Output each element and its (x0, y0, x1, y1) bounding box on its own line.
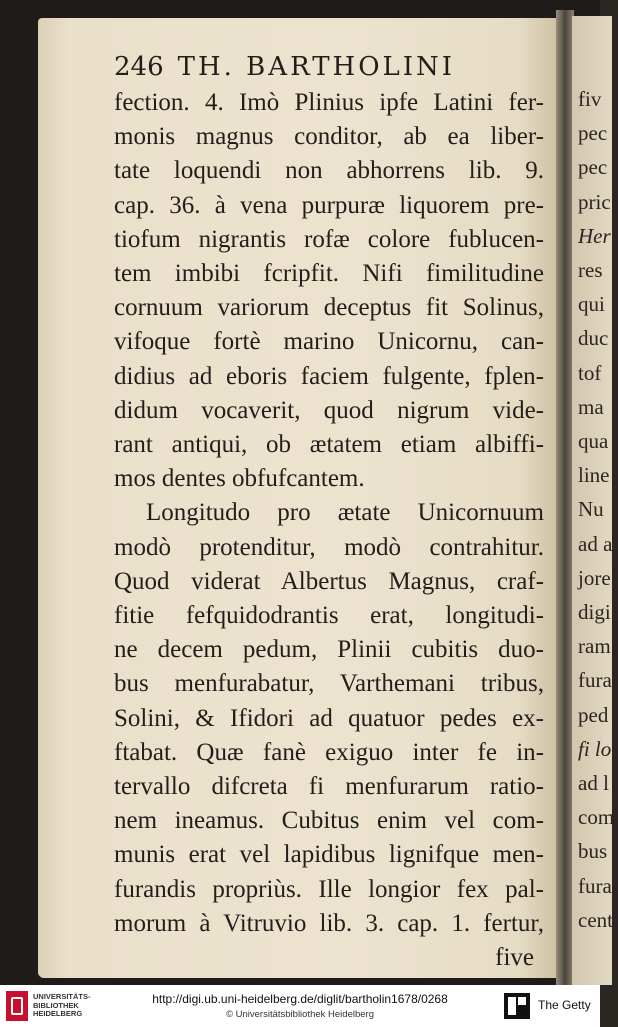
library-name-line: UNIVERSITÄTS- (33, 992, 91, 1001)
facing-fragment: fi lo (578, 736, 612, 761)
text-line: fitie fefquidodrantis erat, longitudi- (114, 602, 544, 630)
text-line: monis magnus conditor, ab ea liber- (114, 123, 544, 151)
page-text (114, 48, 544, 975)
text-line: nem ineamus. Cubitus enim vel com- (114, 807, 544, 835)
partner-name: The Getty (538, 998, 591, 1012)
page-number: 246 (114, 52, 164, 82)
text-line: tiofum nigrantis rofæ colore fublucen- (114, 225, 544, 253)
text-line: Longitudo pro ætate Unicornuum (146, 499, 544, 527)
text-line: cap. 36. à vena purpuræ liquorem pre- (114, 191, 544, 219)
text-line: ftabat. Quæ fanè exiguo inter fe in- (114, 738, 544, 766)
facing-fragment: pric (578, 189, 611, 214)
facing-fragment: pec (578, 121, 608, 146)
text-line: Quod viderat Albertus Magnus, craf- (114, 567, 544, 595)
facing-fragment: ram (578, 634, 611, 659)
text-line: didum vocaverit, quod nigrum vide- (114, 396, 544, 424)
facing-fragment: tof (578, 360, 602, 385)
text-line: Solini, & Ifidori ad quatuor pedes ex- (114, 704, 544, 732)
viewer-footer (0, 985, 600, 1027)
facing-fragment: pec (578, 155, 608, 180)
facing-fragment: qui (578, 292, 605, 317)
text-line: furandis propriùs. Ille longior fex pal- (114, 875, 544, 903)
text-line: bus menfurabatur, Varthemani tribus, (114, 670, 544, 698)
facing-fragment: cent (578, 907, 613, 932)
library-name-line: HEIDELBERG (33, 1009, 83, 1018)
facing-fragment: duc (578, 326, 609, 351)
catchword: five (495, 944, 534, 972)
facing-fragment: fiv (578, 87, 602, 111)
facing-fragment: line (578, 463, 610, 488)
facing-fragment: ad a (578, 531, 613, 556)
text-line: ne decem pedum, Plinii cubitis duo- (114, 636, 544, 664)
facing-fragment: fura (578, 668, 612, 693)
facing-page-text (578, 82, 618, 937)
running-head-title: TH. BARTHOLINI (177, 52, 456, 82)
text-line: mos dentes obfufcantem. (114, 465, 365, 493)
text-line: tervallo difcreta fi menfurarum ratio- (114, 773, 544, 801)
facing-fragment: res (578, 258, 603, 283)
facing-fragment: furai (578, 873, 618, 898)
getty-logo-icon[interactable] (504, 993, 530, 1019)
facing-fragment: Her (578, 223, 611, 248)
facing-fragment: bus (578, 839, 608, 864)
text-line: tate loquendi non abhorrens lib. 9. (114, 157, 544, 185)
facing-fragment: ped (578, 702, 609, 727)
facing-fragment: jore (578, 565, 611, 590)
text-line: vifoque fortè marino Unicornu, can- (114, 328, 544, 356)
facing-fragment: Nu (578, 497, 604, 522)
text-line: tem imbibi fcripfit. Nifi fimilitudine (114, 260, 544, 288)
copyright-notice: © Universitätsbibliothek Heidelberg (226, 1009, 374, 1020)
text-line: rant antiqui, ob ætatem etiam albiffi- (114, 431, 544, 459)
library-name-line: BIBLIOTHEK (33, 1000, 79, 1010)
running-header (114, 48, 544, 86)
text-line: modò protenditur, modò contrahitur. (114, 533, 544, 561)
permalink-url[interactable]: http://digi.ub.uni-heidelberg.de/diglit/bartholin1678/0268 (152, 992, 448, 1006)
facing-fragment: digi (578, 600, 611, 625)
facing-fragment: qua (578, 429, 609, 454)
facing-fragment: com (578, 805, 615, 830)
text-line: cornuum variorum deceptus fit Solinus, (114, 294, 544, 322)
text-line: fection. 4. Imò Plinius ipfe Latini fer- (114, 89, 544, 116)
facing-fragment: ad l (578, 771, 609, 796)
facing-fragment: ma (578, 394, 604, 419)
text-line: morum à Vitruvio lib. 3. cap. 1. fertur, (114, 909, 544, 937)
text-line: didius ad eboris faciem fulgente, fplen- (114, 362, 544, 390)
text-line: munis erat vel lapidibus lignifque men- (114, 841, 544, 869)
